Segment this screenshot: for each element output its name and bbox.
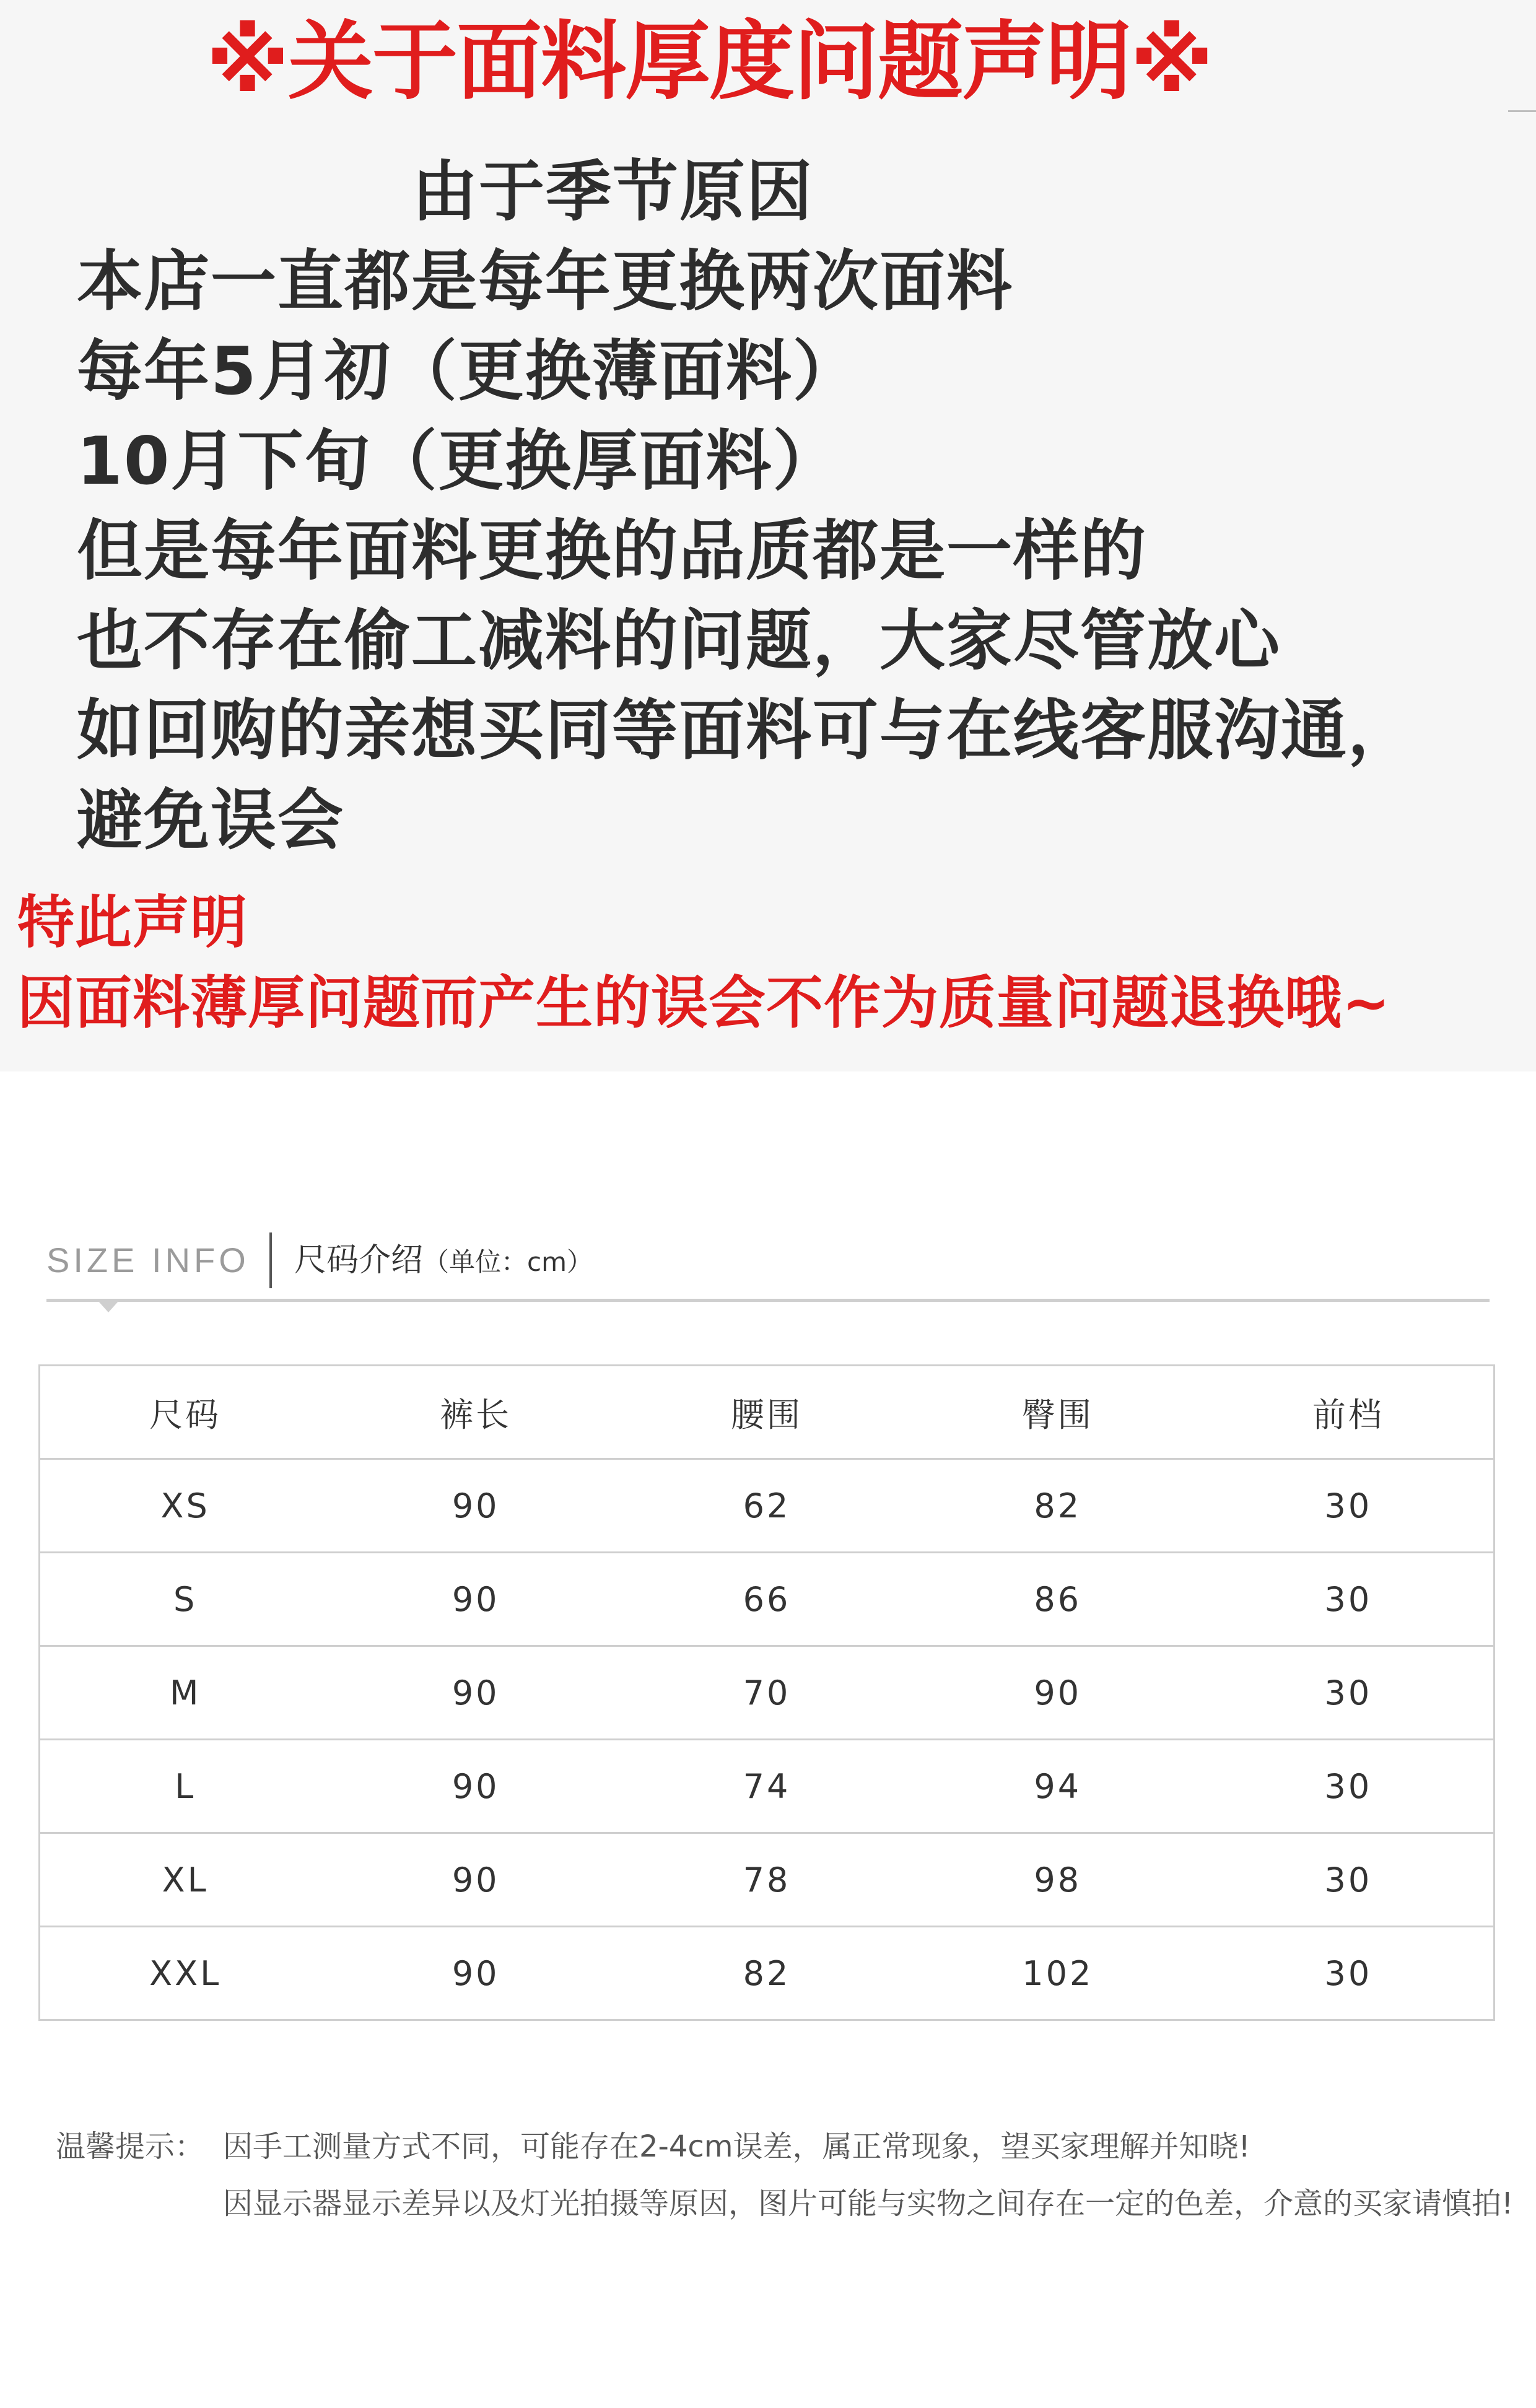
table-cell: 90 xyxy=(330,1927,621,2020)
notice-line: 但是每年面料更换的品质都是一样的 xyxy=(77,513,1147,589)
header-divider xyxy=(269,1232,272,1288)
table-cell: L xyxy=(40,1740,331,1833)
column-header-hip: 臀围 xyxy=(1021,1395,1094,1434)
table-cell: 78 xyxy=(621,1833,912,1927)
table-cell: 30 xyxy=(1203,1833,1495,1927)
table-row xyxy=(40,1553,1495,1646)
header-notch-marker xyxy=(97,1300,120,1312)
table-header-row xyxy=(40,1366,1495,1459)
table-cell: 70 xyxy=(621,1646,912,1740)
table-cell: 30 xyxy=(1203,1646,1495,1740)
table-cell: M xyxy=(40,1646,331,1740)
table-row xyxy=(40,1833,1495,1927)
notice-title: ※关于面料厚度问题声明※ xyxy=(206,12,1213,111)
notice-line: 10月下旬（更换厚面料） xyxy=(77,423,840,499)
notice-line: 每年5月初（更换薄面料） xyxy=(77,333,860,409)
table-cell: 90 xyxy=(330,1833,621,1927)
table-row xyxy=(40,1740,1495,1833)
table-cell: 90 xyxy=(912,1646,1203,1740)
table-cell: S xyxy=(40,1553,331,1646)
column-header-size: 尺码 xyxy=(149,1395,222,1434)
table-cell: XL xyxy=(40,1833,331,1927)
tips-label: 温馨提示： xyxy=(56,2129,205,2164)
size-info-label-en: SIZE INFO xyxy=(46,1241,250,1280)
column-header-waist: 腰围 xyxy=(730,1395,803,1434)
size-info-title: 尺码介绍 xyxy=(294,1242,424,1279)
notice-line: 如回购的亲想买同等面料可与在线客服沟通， xyxy=(77,692,1415,769)
declaration-text: 因面料薄厚问题而产生的误会不作为质量问题退换哦~ xyxy=(17,970,1391,1036)
notice-line: 避免误会 xyxy=(77,782,344,858)
table-cell: 30 xyxy=(1203,1927,1495,2020)
table-cell: 90 xyxy=(330,1553,621,1646)
tip-color-difference: 因显示器显示差异以及灯光拍摄等原因，图片可能与实物之间存在一定的色差，介意的买家请慎拍! xyxy=(223,2186,1514,2221)
table-cell: XS xyxy=(40,1459,331,1553)
table-cell: 30 xyxy=(1203,1740,1495,1833)
size-info-header xyxy=(46,1229,1490,1310)
size-table xyxy=(38,1364,1495,2021)
table-cell: 94 xyxy=(912,1740,1203,1833)
column-header-length: 裤长 xyxy=(440,1395,512,1434)
table-cell: 90 xyxy=(330,1740,621,1833)
column-header-front-rise: 前档 xyxy=(1312,1395,1384,1434)
table-cell: 62 xyxy=(621,1459,912,1553)
declaration-heading: 特此声明 xyxy=(17,889,248,956)
table-cell: 82 xyxy=(912,1459,1203,1553)
table-cell: 30 xyxy=(1203,1553,1495,1646)
table-cell: 86 xyxy=(912,1553,1203,1646)
table-cell: 90 xyxy=(330,1646,621,1740)
size-info-label-cn xyxy=(294,1229,593,1291)
notice-line: 本店一直都是每年更换两次面料 xyxy=(77,243,1013,320)
size-info-unit: （单位：cm） xyxy=(423,1247,593,1277)
divider xyxy=(1508,110,1536,112)
table-cell: XXL xyxy=(40,1927,331,2020)
table-row xyxy=(40,1927,1495,2020)
header-rule xyxy=(46,1299,1490,1302)
table-cell: 98 xyxy=(912,1833,1203,1927)
table-cell: 90 xyxy=(330,1459,621,1553)
table-row xyxy=(40,1459,1495,1553)
notice-line: 由于季节原因 xyxy=(412,154,813,230)
table-cell: 102 xyxy=(912,1927,1203,2020)
tip-measurement: 因手工测量方式不同，可能存在2-4cm误差，属正常现象，望买家理解并知晓! xyxy=(223,2129,1250,2164)
table-cell: 74 xyxy=(621,1740,912,1833)
table-row xyxy=(40,1646,1495,1740)
table-cell: 30 xyxy=(1203,1459,1495,1553)
notice-line: 也不存在偷工减料的问题，大家尽管放心 xyxy=(77,603,1281,679)
table-cell: 82 xyxy=(621,1927,912,2020)
table-cell: 66 xyxy=(621,1553,912,1646)
